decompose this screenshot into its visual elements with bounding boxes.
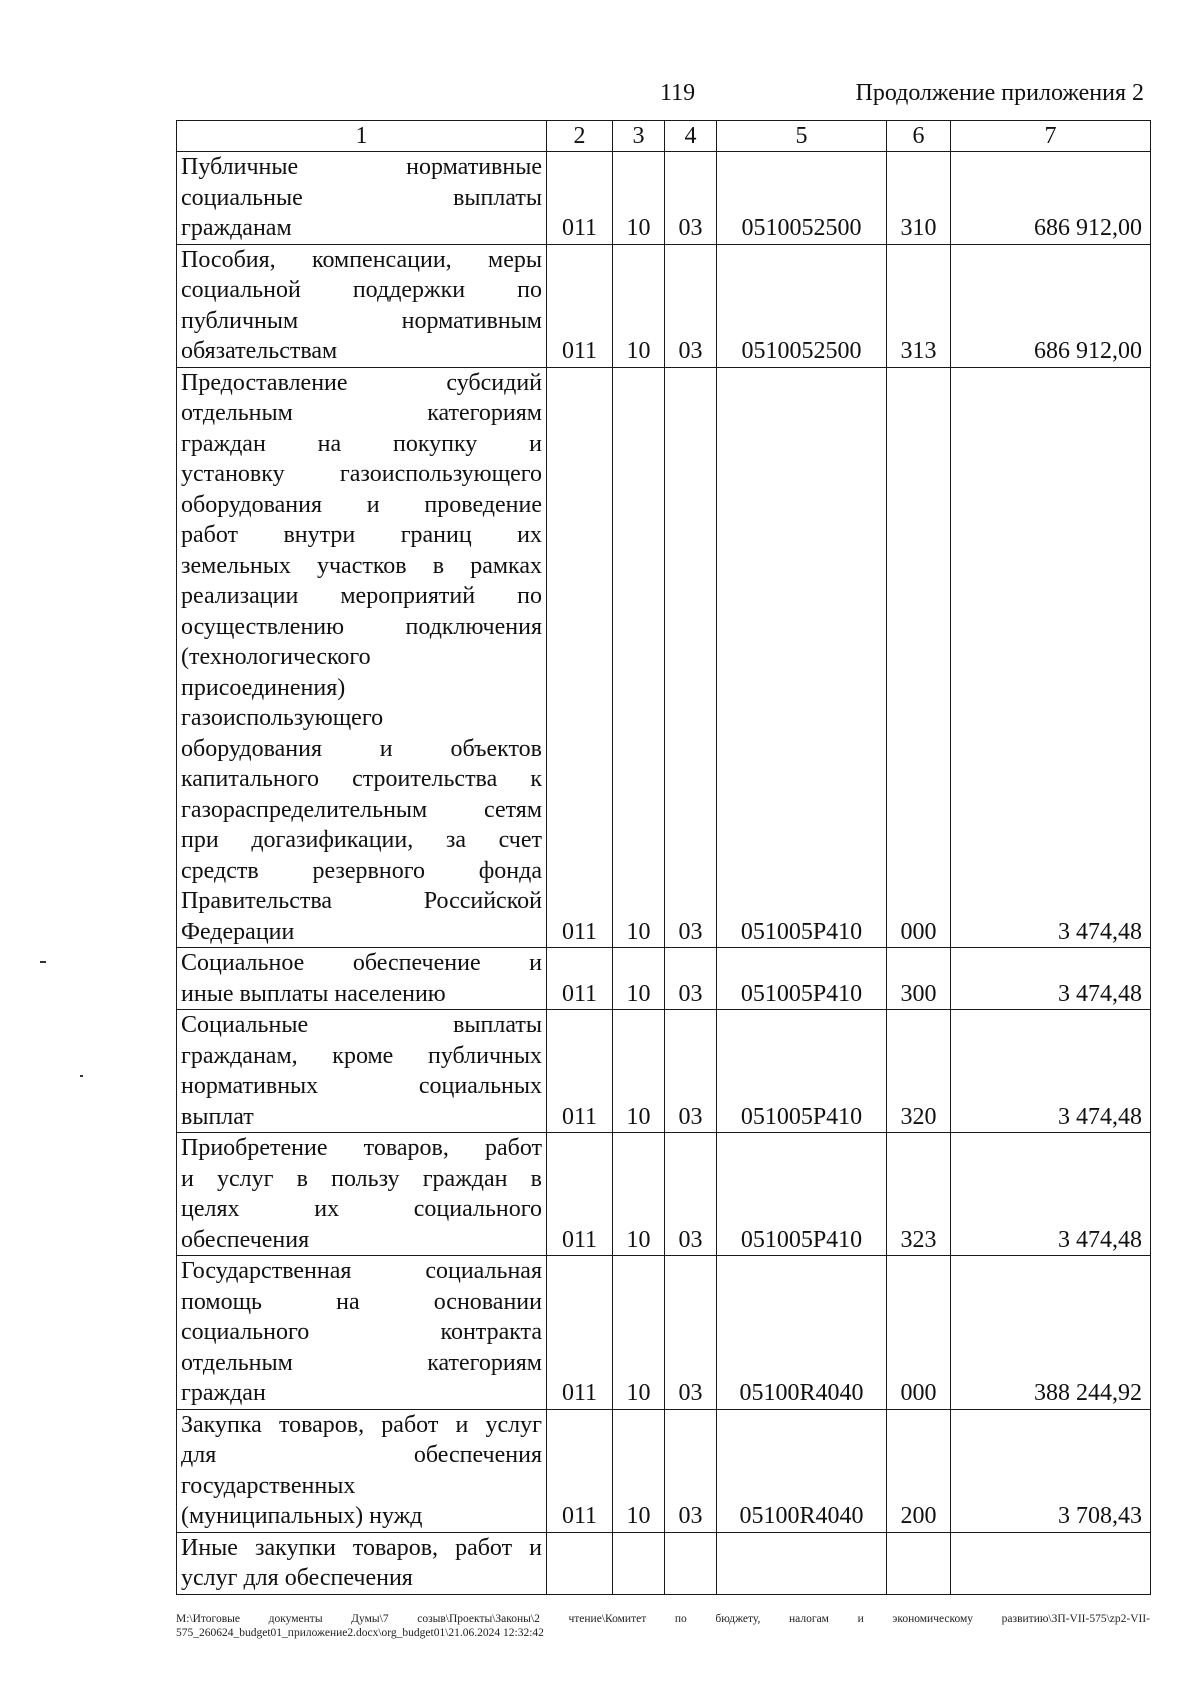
expense-name-cell [177,1409,547,1532]
amount-cell: 3 708,43 [951,1409,1151,1532]
expense-name-line: нормативных социальных [181,1073,542,1099]
expense-name-line: осуществлению подключения [181,613,542,640]
expense-name-line: присоединения) [181,674,346,701]
expense-name-line: гражданам, кроме публичных [181,1042,542,1069]
expense-type-cell: 000 [887,367,951,948]
expense-name-cell [177,1133,547,1256]
ministry-code-cell: 011 [547,152,613,245]
amount-cell: 3 474,48 [951,948,1151,1010]
expense-type-cell: 320 [887,1010,951,1133]
section-code-cell: 10 [613,1256,665,1410]
expense-name-line: (технологического [181,644,371,670]
column-header: 3 [613,121,665,152]
section-code-cell: 10 [613,1409,665,1532]
expense-name-line: оборудования и проведение [181,491,542,518]
subsection-code-cell [665,1532,717,1594]
expense-name-cell [177,367,547,948]
expense-name-line: социальной поддержки по [181,277,542,303]
expense-name-cell [177,152,547,245]
column-header: 7 [951,121,1151,152]
target-article-cell: 0510052500 [717,152,887,245]
table-row [177,948,1151,1010]
table-row [177,1256,1151,1410]
expense-type-cell [887,1532,951,1594]
ministry-code-cell: 011 [547,1256,613,1410]
target-article-cell: 051005Р410 [717,367,887,948]
expense-name-line: граждан [181,1380,266,1406]
expense-type-cell: 310 [887,152,951,245]
expense-name-line: отдельным категориям [181,1349,542,1376]
expense-name-line: Иные закупки товаров, работ и [181,1534,542,1561]
table-row [177,244,1151,367]
target-article-cell: 0510052500 [717,244,887,367]
expense-name-line: государственных [181,1472,356,1499]
expense-type-cell: 300 [887,948,951,1010]
section-code-cell: 10 [613,367,665,948]
target-article-cell: 051005Р410 [717,1133,887,1256]
amount-cell [951,1532,1151,1594]
page-number: 119 [660,80,696,106]
expense-name-line: газораспределительным сетям [181,796,542,823]
expense-name-line: публичным нормативным [181,307,542,334]
amount-cell: 3 474,48 [951,1010,1151,1133]
section-code-cell: 10 [613,948,665,1010]
expense-name-line: помощь на основании [181,1288,542,1315]
amount-cell: 686 912,00 [951,152,1151,245]
section-code-cell: 10 [613,152,665,245]
section-code-cell: 10 [613,1133,665,1256]
section-code-cell: 10 [613,1010,665,1133]
file-path-footer: M:\Итоговые документы Думы\7 созыв\Проекты\Законы\2 чтение\Комитет по бюджету, налогам и экономическому развитию\ЗП-VII-575\zp2-VII-575_260624_budget01_приложение2.docx\org_budget01\21.06.2024 12:32:42 [176,1613,1150,1639]
ministry-code-cell: 011 [547,244,613,367]
expense-name-line: Правительства Российской [181,888,542,914]
amount-cell: 3 474,48 [951,1133,1151,1256]
expense-name-line: Приобретение товаров, работ [181,1135,542,1161]
expense-name-cell [177,1010,547,1133]
expense-name-line: Предоставление субсидий [181,369,542,396]
expense-name-line: газоиспользующего [181,705,384,731]
expense-name-line: иные выплаты населению [181,980,446,1007]
expense-name-line: социального контракта [181,1319,542,1345]
target-article-cell: 051005Р410 [717,1010,887,1133]
column-header: 1 [177,121,547,152]
amount-cell: 686 912,00 [951,244,1151,367]
expense-name-line: при догазификации, за счет [181,827,542,853]
column-header: 5 [717,121,887,152]
table-row [177,152,1151,245]
section-code-cell [613,1532,665,1594]
expense-name-line: выплат [181,1103,254,1130]
expense-name-line: оборудования и объектов [181,735,542,762]
expense-name-line: Федерации [181,918,295,945]
expense-name-line: обеспечения [181,1226,310,1253]
ministry-code-cell: 011 [547,1010,613,1133]
ministry-code-cell: 011 [547,367,613,948]
expense-type-cell: 323 [887,1133,951,1256]
continuation-label: Продолжение приложения 2 [855,80,1144,106]
subsection-code-cell: 03 [665,367,717,948]
target-article-cell [717,1532,887,1594]
expense-name-line: Публичные нормативные [181,154,542,180]
column-header: 6 [887,121,951,152]
expense-name-line: капитального строительства к [181,766,542,792]
expense-name-line: социальные выплаты [181,184,542,211]
expense-name-line: для обеспечения [181,1442,542,1468]
ministry-code-cell: 011 [547,948,613,1010]
subsection-code-cell: 03 [665,1010,717,1133]
subsection-code-cell: 03 [665,1133,717,1256]
subsection-code-cell: 03 [665,244,717,367]
subsection-code-cell: 03 [665,1409,717,1532]
scan-speck [40,961,46,963]
ministry-code-cell [547,1532,613,1594]
expense-name-line: Закупка товаров, работ и услуг [181,1411,542,1438]
expense-type-cell: 000 [887,1256,951,1410]
expense-name-line: обязательствам [181,338,338,364]
budget-table [176,120,1151,1595]
subsection-code-cell: 03 [665,1256,717,1410]
expense-name-line: отдельным категориям [181,400,542,426]
expense-type-cell: 200 [887,1409,951,1532]
expense-name-line: Социальное обеспечение и [181,950,542,976]
expense-name-line: услуг для обеспечения [181,1565,413,1591]
expense-name-cell [177,948,547,1010]
expense-name-line: Социальные выплаты [181,1012,542,1038]
column-header: 2 [547,121,613,152]
expense-name-line: и услуг в пользу граждан в [181,1165,542,1192]
subsection-code-cell: 03 [665,152,717,245]
expense-name-cell [177,244,547,367]
table-row [177,1409,1151,1532]
expense-name-cell [177,1256,547,1410]
target-article-cell: 051005Р410 [717,948,887,1010]
table-row [177,367,1151,948]
expense-name-line: земельных участков в рамках [181,552,542,579]
ministry-code-cell: 011 [547,1133,613,1256]
section-code-cell: 10 [613,244,665,367]
expense-name-line: реализации мероприятий по [181,583,542,609]
table-header-row [177,121,1151,152]
scan-speck [80,1075,83,1077]
amount-cell: 388 244,92 [951,1256,1151,1410]
expense-name-line: Пособия, компенсации, меры [181,246,542,273]
expense-name-line: Государственная социальная [181,1258,542,1284]
expense-name-line: целях их социального [181,1196,542,1222]
target-article-cell: 05100R4040 [717,1256,887,1410]
expense-name-line: средств резервного фонда [181,857,542,884]
column-header: 4 [665,121,717,152]
table-row [177,1133,1151,1256]
expense-name-cell [177,1532,547,1594]
amount-cell: 3 474,48 [951,367,1151,948]
expense-name-line: работ внутри границ их [181,522,542,548]
expense-name-line: установку газоиспользующего [181,461,542,487]
table-row [177,1010,1151,1133]
table-row [177,1532,1151,1594]
expense-name-line: (муниципальных) нужд [181,1503,423,1529]
expense-name-line: гражданам [181,215,292,241]
expense-type-cell: 313 [887,244,951,367]
ministry-code-cell: 011 [547,1409,613,1532]
subsection-code-cell: 03 [665,948,717,1010]
expense-name-line: граждан на покупку и [181,430,542,457]
target-article-cell: 05100R4040 [717,1409,887,1532]
